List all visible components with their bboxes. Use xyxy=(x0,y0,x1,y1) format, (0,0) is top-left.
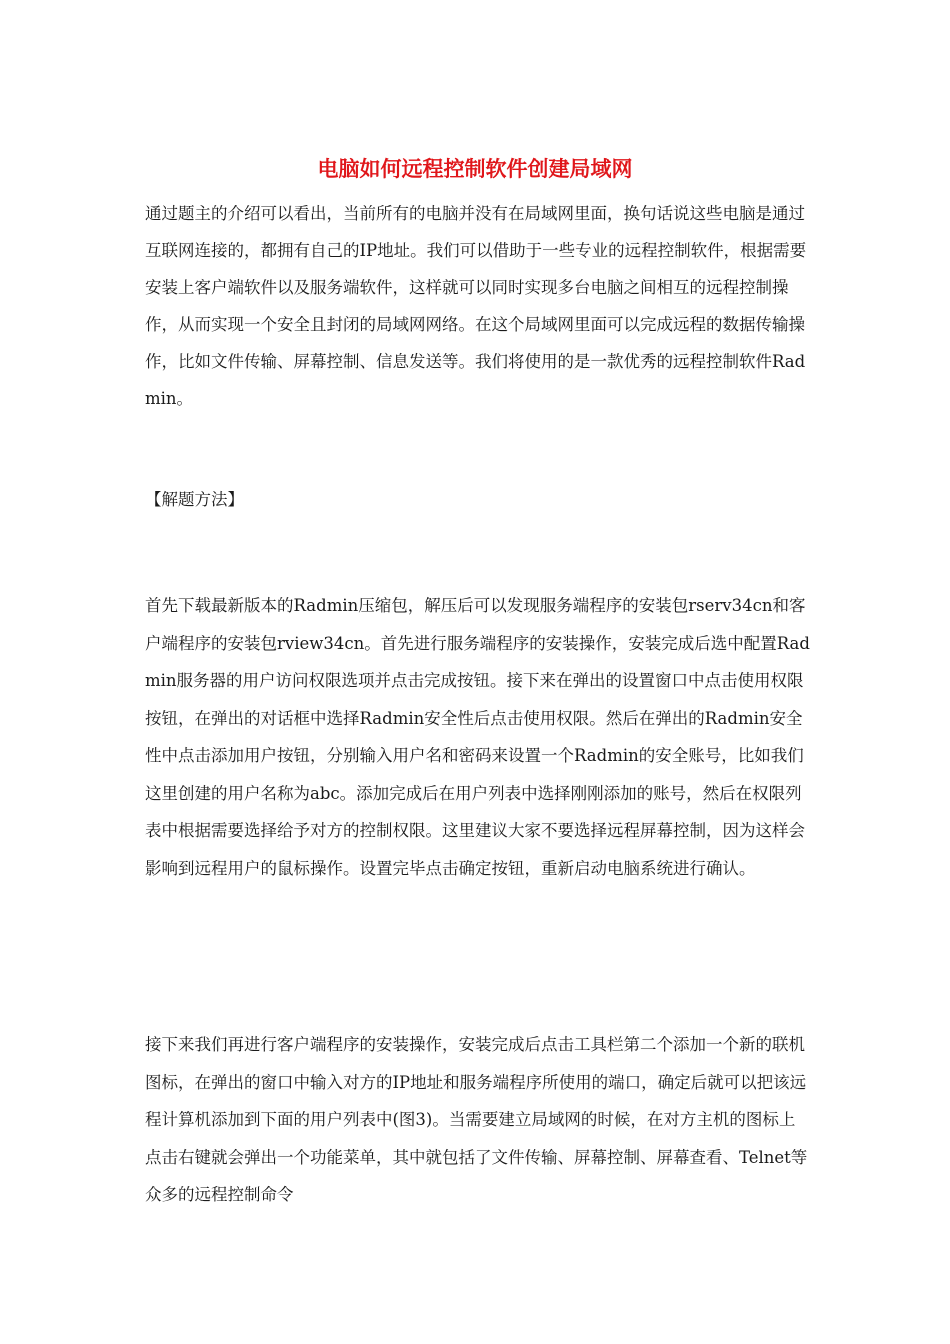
section-heading: 【解题方法】 xyxy=(145,490,244,509)
method-paragraph-2: 接下来我们再进行客户端程序的安装操作，安装完成后点击工具栏第二个添加一个新的联机图标，在弹出的窗口中输入对方的IP地址和服务端程序所使用的端口，确定后就可以把该远程计算机添加到下面的用户列表中(图3)。当需要建立局域网的时候，在对方主机的图标上点击右键就会弹出一个功能菜单，其中就包括了文件传输、屏幕控制、屏幕查看、Telnet等众多的远程控制命令 xyxy=(145,1035,808,1204)
method-paragraph-1: 首先下载最新版本的Radmin压缩包，解压后可以发现服务端程序的安装包rserv34cn和客户端程序的安装包rview34cn。首先进行服务端程序的安装操作，安装完成后选中配置Radmin服务器的用户访问权限选项并点击完成按钮。接下来在弹出的设置窗口中点击使用权限按钮，在弹出的对话框中选择Radmin安全性后点击使用权限。然后在弹出的Radmin安全性中点击添加用户按钮，分别输入用户名和密码来设置一个Radmin的安全账号，比如我们这里创建的用户名称为abc。添加完成后在用户列表中选择刚刚添加的账号，然后在权限列表中根据需要选择给予对方的控制权限。这里建议大家不要选择远程屏幕控制，因为这样会影响到远程用户的鼠标操作。设置完毕点击确定按钮，重新启动电脑系统进行确认。 xyxy=(145,596,810,878)
document-title: 电脑如何远程控制软件创建局域网 xyxy=(317,157,633,181)
intro-paragraph: 通过题主的介绍可以看出，当前所有的电脑并没有在局域网里面，换句话说这些电脑是通过互联网连接的，都拥有自己的IP地址。我们可以借助于一些专业的远程控制软件，根据需要安装上客户端软件以及服务端软件，这样就可以同时实现多台电脑之间相互的远程控制操作，从而实现一个安全且封闭的局域网网络。在这个局域网里面可以完成远程的数据传输操作，比如文件传输、屏幕控制、信息发送等。我们将使用的是一款优秀的远程控制软件Radmin。 xyxy=(145,204,807,408)
